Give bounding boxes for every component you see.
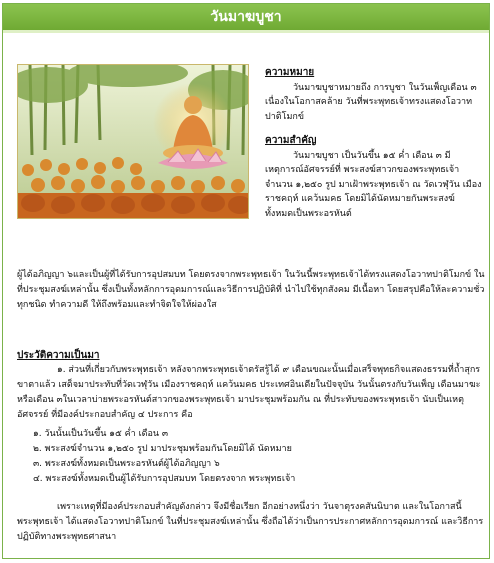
buddha-illustration [17, 64, 249, 219]
history-heading: ประวัติความเป็นมา [17, 350, 100, 361]
meaning-heading: ความหมาย [265, 67, 315, 78]
article-frame [2, 3, 490, 559]
paragraph-continuation: ผู้ได้อภิญญา ๖และเป็นผู้ที่ได้รับการอุปสมบท โดยตรงจากพระพุทธเจ้า ในวันนี้พระพุทธเจ้าได้ทรงแสดงโอวาทปาติโมกข์ ในที่ประชุมสงฆ์เหล่านั้น ซึ่งเป็นทั้งหลักการอุดมการณ์และวิธีการปฏิบัติที่ นำไปใช้ทุกสังคม มีเนื้อหา โดยสรุปคือให้ละความชั่วทุกชนิด ทำความดี ให้ถึงพร้อมและทำจิตใจให้ผ่องใส [17, 270, 485, 310]
list-item: ๔. พระสงฆ์ทั้งหมดเป็นผู้ได้รับการอุปสมบท โดยตรงจาก พระพุทธเจ้า [33, 474, 296, 484]
history-paragraph: ๑. ส่วนที่เกี่ยวกับพระพุทธเจ้า หลังจากพระพุทธเจ้าตรัสรู้ได้ ๙ เดือนขณะนั้นเมื่อเสร็จพุทธกิจแสดงธรรมที่ถ้ำสุกรขาตาแล้ว เสด็จมาประทับที่วัดเวฬุวัน เมืองราชคฤห์ แคว้นมคธ ประเทศอินเดียในปัจจุบัน วันนั้นตรงกับวันเพ็ญ เดือนมาฆะหรือเดือน ๓ในเวลาบ่ายพระอรหันต์สาวกของพระพุทธเจ้า มาประชุมพร้อมกัน ณ ที่ประทับของพระพุทธเจ้า นับเป็นเหตุอัศจรรย์ ที่มีองค์ประกอบสำคัญ ๔ ประการ คือ [17, 365, 481, 420]
importance-heading: ความสำคัญ [265, 135, 317, 146]
intro-column [265, 66, 485, 221]
list-item: ๒. พระสงฆ์จำนวน ๑,๒๕๐ รูป มาประชุมพร้อมกันโดยมิได้ นัดหมาย [33, 444, 292, 454]
buddha-painting-image [18, 65, 248, 218]
title-divider [3, 30, 489, 33]
list-item: ๑. วันนั้นเป็นวันขึ้น ๑๕ ค่ำ เดือน ๓ [33, 429, 169, 439]
page-title: วันมาฆบูชา [3, 4, 489, 30]
list-item: ๓. พระสงฆ์ทั้งหมดเป็นพระอรหันต์ผู้ได้อภิญญา ๖ [33, 459, 220, 469]
closing-paragraph: เพราะเหตุที่มีองค์ประกอบสำคัญดังกล่าว จึงมีชื่อเรียก อีกอย่างหนึ่งว่า วันจาตุรงคสันนิบาต และในโอกาสนี้ พระพุทธเจ้า ได้แสดงโอวาทปาติโมกข์ ในที่ประชุมสงฆ์เหล่านั้น ซึ่งถือได้ว่าเป็นการประกาศหลักการอุดมการณ์ และวิธีการปฏิบัติทางพระพุทธศาสนา [17, 502, 484, 542]
meaning-text: วันมาฆบูชาหมายถึง การบูชา ในวันเพ็ญเดือน ๓ เนื่องในโอกาสคล้าย วันที่พระพุทธเจ้าทรงแสดงโอวาทปาติโมกข์ [265, 82, 477, 122]
history-list [33, 427, 473, 487]
importance-text: วันมาฆบูชา เป็นวันขึ้น ๑๕ ค่ำ เดือน ๓ มีเหตุการณ์อัศจรรย์ที่ พระสงฆ์สาวกของพระพุทธเจ้าจำนวน ๑,๒๕๐ รูป มาเฝ้าพระพุทธเจ้า ณ วัดเวฬุวัน เมืองราชคฤห์ แคว้นมคธ โดยมิได้นัดหมายกันพระสงฆ์ ทั้งหมดเป็นพระอรหันต์ [265, 150, 482, 219]
